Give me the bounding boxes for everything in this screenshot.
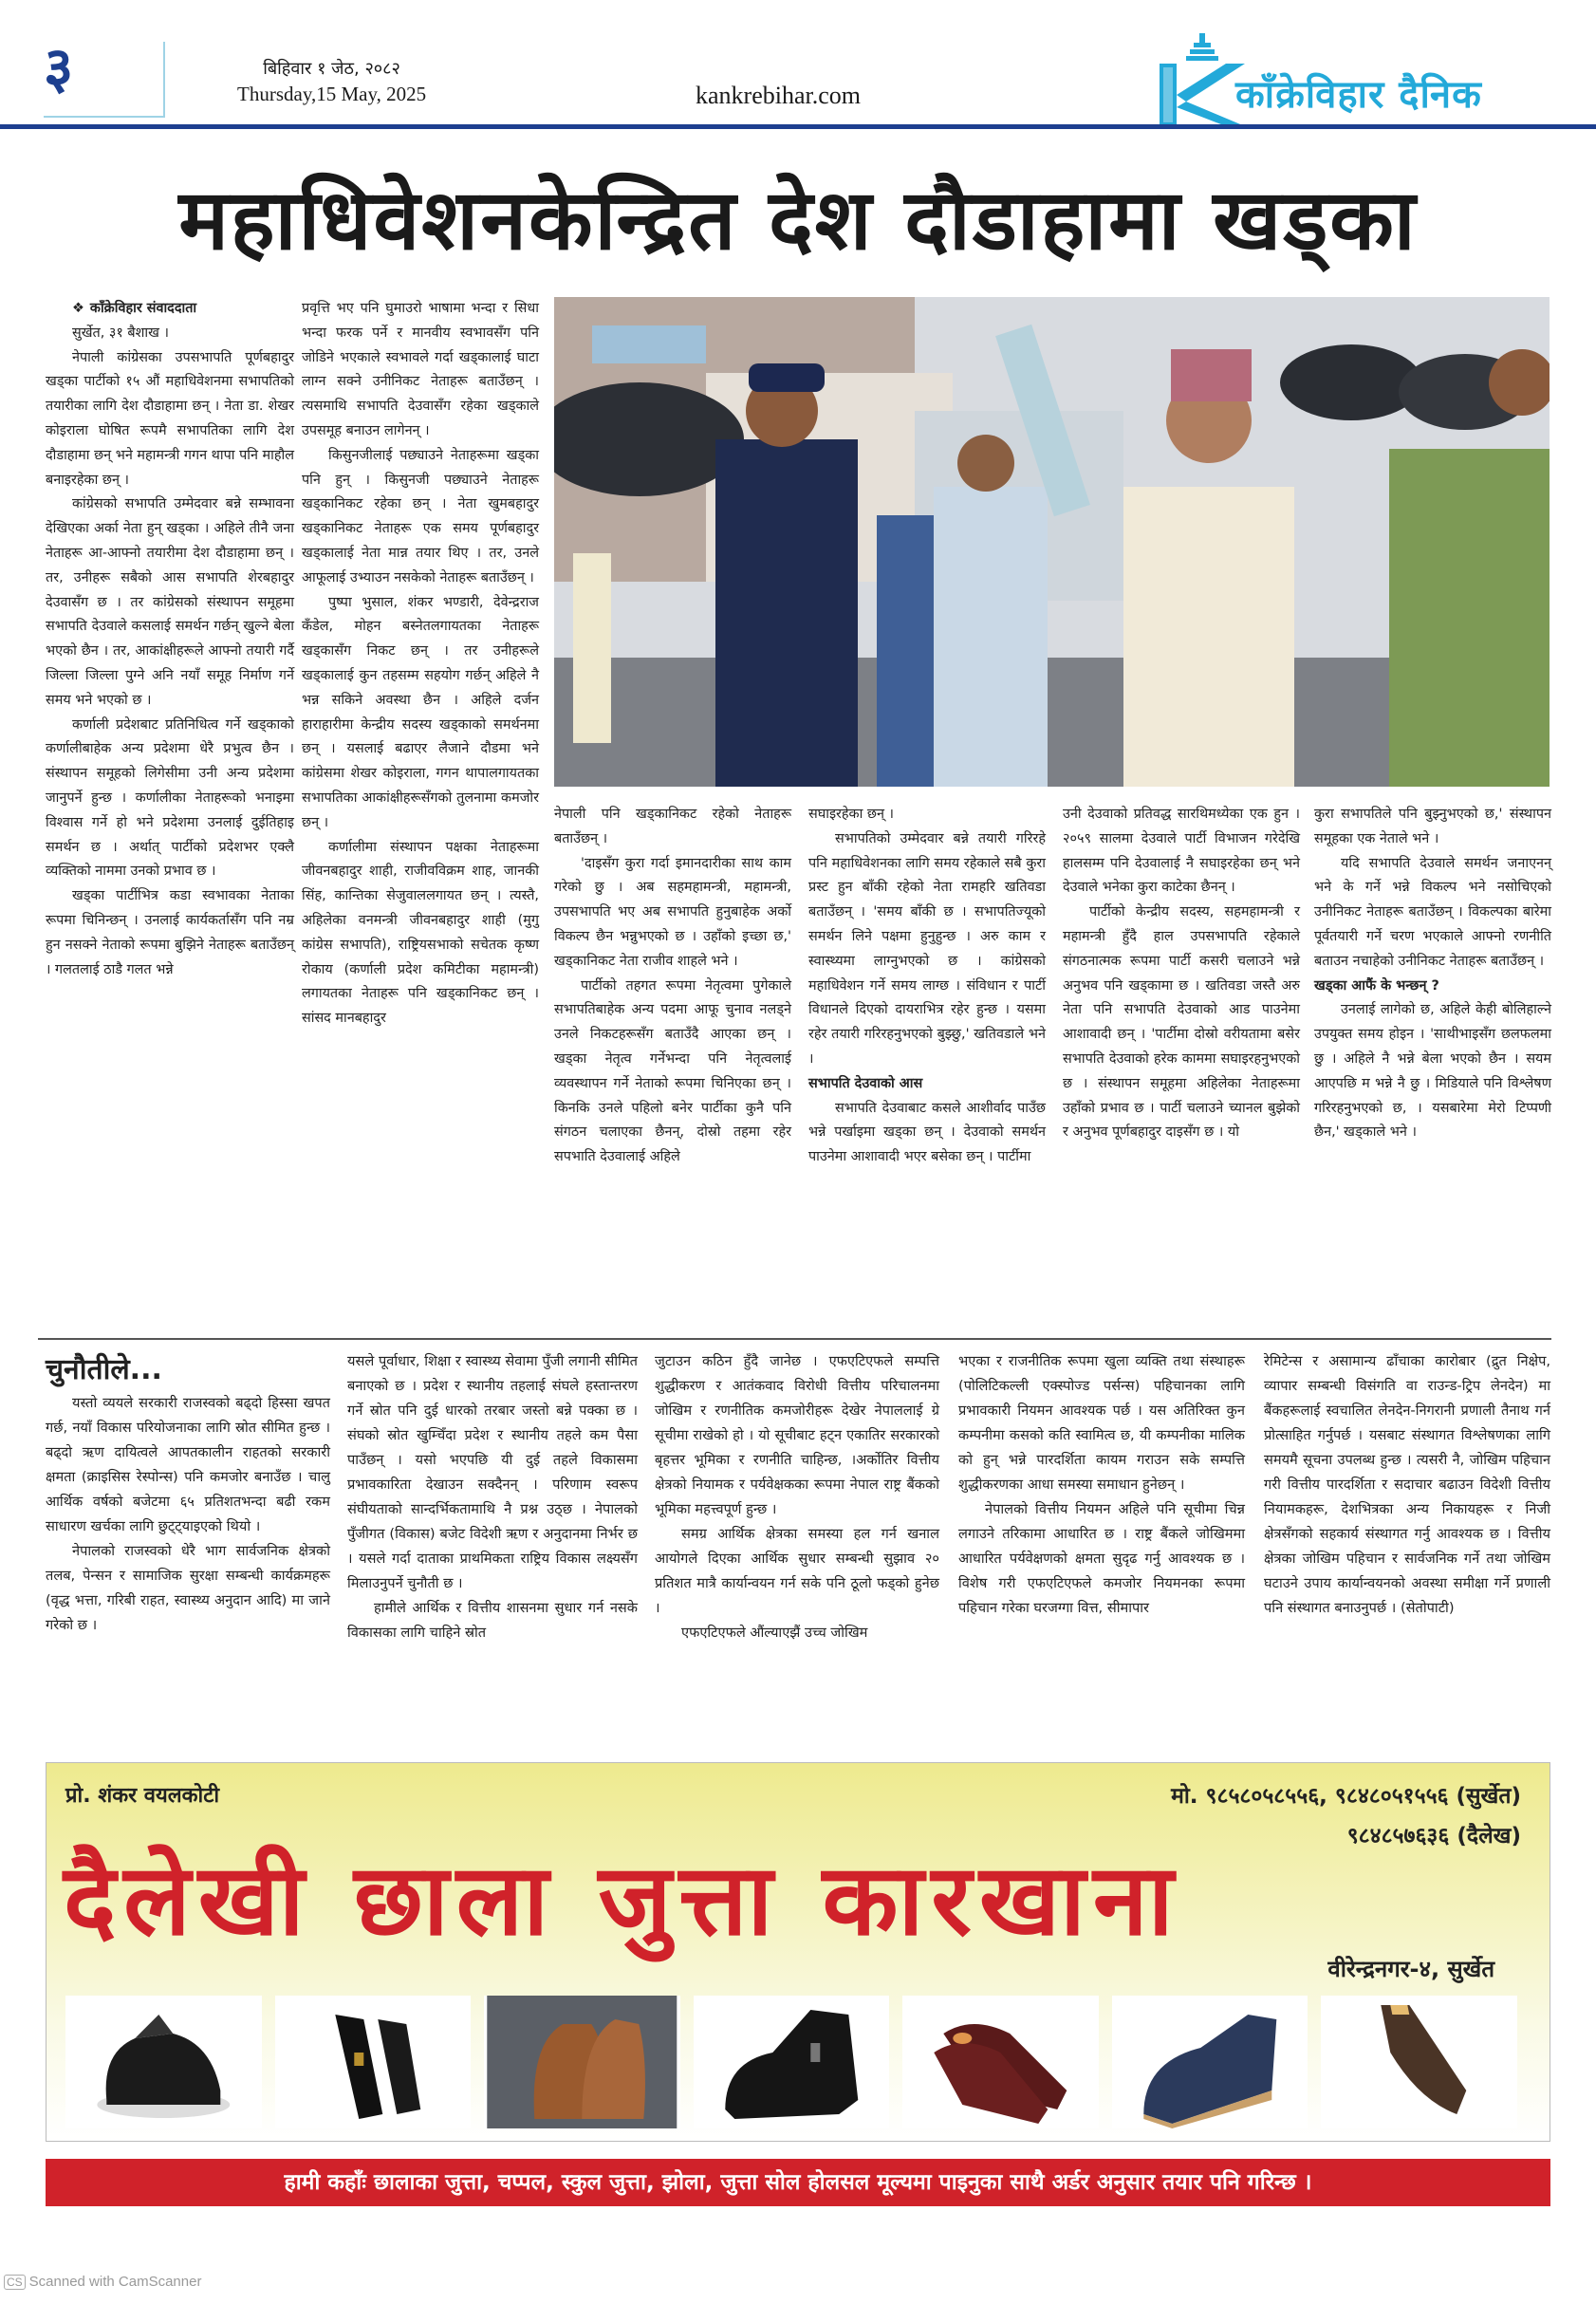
- paragraph: नेपालको राजस्वको धेरै भाग सार्वजनिक क्षेत्रको तलब, पेन्सन र सामाजिक सुरक्षा सम्बन्धी कार्यक्रमहरू (वृद्ध भत्ता, गरिबी राहत, स्वास्थ्य अनुदान आदि) मा जाने गरेको छ ।: [46, 1543, 330, 1633]
- continued-column-1: [46, 1349, 330, 1638]
- paragraph: एफएटिएफले औंल्याएझैं उच्च जोखिम: [681, 1625, 868, 1641]
- dateline: सुर्खेत, ३१ बैशाख ।: [72, 325, 169, 341]
- ad-tagline-banner: हामी कहाँः छालाका जुत्ता, चप्पल, स्कुल जुत्ता, झोला, जुत्ता सोल होलसल मूल्यमा पाइनुका साथै अर्डर अनुसार तयार पनि गरिन्छ ।: [46, 2159, 1550, 2206]
- paragraph: नेपाली पनि खड्कानिकट रहेको नेताहरू बताउँछन् ।: [554, 807, 791, 846]
- section-divider: [38, 1338, 1551, 1340]
- paragraph: नेपाली कांग्रेसका उपसभापति पूर्णबहादुर खड्का पार्टीको १५ औं महाधिवेशनमा सभापतिको तयारीका लागि देश दौडाहामा छन् । नेता डा. शेखर कोइराला घोषित रूपमै सभापतिका लागि देश दौडाहामा छन् भने महामन्त्री गगन थापा पनि माहौल बनाइरहेका छन् ।: [46, 349, 294, 488]
- subheading: खड्का आफैं के भन्छन् ?: [1314, 977, 1439, 994]
- ad-phone-numbers: [1171, 1776, 1521, 1856]
- black-buckle-shoe-icon: [275, 1996, 472, 2128]
- subheading: सभापति देउवाको आस: [808, 1075, 923, 1091]
- newspaper-name: काँक्रेविहार दैनिक: [1235, 73, 1482, 117]
- paragraph: कांग्रेसको सभापति उम्मेदवार बन्ने सम्भावना देखिएका अर्का नेता हुन् खड्का । अहिले तीनै जना नेताहरू आ-आफ्नो तयारीमा देश दौडाहामा छन् । तर, उनीहरू सबैको आस सभापति शेरबहादुर देउवासँग छ । तर कांग्रेसको संस्थापन समूहमा सभापति देउवाले कसलाई समर्थन गर्छन् खुल्ने बेला भएको छैन । तर, आकांक्षीहरूले आफ्नो तयारी गर्दै जिल्ला जिल्ला पुग्ने अनि नयाँ समूह निर्माण गर्ने समय भने भएको छ ।: [46, 496, 294, 708]
- paragraph: कर्णाली प्रदेशबाट प्रतिनिधित्व गर्ने खड्काको कर्णालीबाहेक अन्य प्रदेशमा धेरै प्रभुत्व छैन । संस्थापन समूहको लिगेसीमा उनी अन्य प्रदेशमा जानुपर्ने हुन्छ । कर्णालीका नेताहरूको भनाइमा विश्वास गर्ने हो भने प्रदेशमा उनलाई दुईतिहाइ समर्थन छ । अर्थात् पार्टीको प्रदेशभर एक्लै व्यक्तिको नाममा उनको प्रभाव छ ।: [46, 716, 294, 880]
- paragraph: खड्का पार्टीभित्र कडा स्वभावका नेताका रूपमा चिनिन्छन् । उनलाई कार्यकर्तासँग पनि नम्र हुन नसक्ने नेताको रूपमा बुझिने नेताहरू बताउँछन् । गलतलाई ठाडै गलत भन्ने: [46, 888, 294, 977]
- byline: ❖ काँक्रेविहार संवाददाता: [72, 301, 197, 316]
- paragraph: पार्टीको तहगत रूपमा नेतृत्वमा पुगेकाले सभापतिबाहेक अन्य पदमा आफू चुनाव नलड्ने उनले निकटहरूसँग बताउँदै आएका छन् । खड्का नेतृत्व गर्नेभन्दा पनि नेतृत्वलाई व्यवस्थापन गर्ने नेताको रूपमा चिनिएका छन् । किनकि उनले पहिलो बनेर पार्टीका कुनै पनि संगठन चलाएका छैनन्, दोस्रो तहमा रहेर सपभाति देउवालाई अहिले: [554, 977, 791, 1165]
- article-photo[interactable]: [554, 297, 1550, 787]
- continued-column-3: [655, 1349, 939, 1645]
- date-english: Thursday,15 May, 2025: [237, 83, 427, 105]
- masthead-rule: [0, 124, 1596, 129]
- paragraph: जुटाउन कठिन हुँदै जानेछ । एफएटिएफले सम्पत्ति शुद्धीकरण र आतंकवाद विरोधी वित्तीय परिचालनमा जोखिम र रणनीतिक कमजोरीहरू देखेर नेपाललाई ग्रे सूचीमा राखेको हो । यो सूचीबाट हट्न एकातिर सरकारको बृहत्तर भूमिका र रणनीति चाहिन्छ, ।अर्कोतिर वित्तीय क्षेत्रको नियामक र पर्यवेक्षकका रूपमा नेपाल राष्ट्र बैंकको भूमिका महत्त्वपूर्ण हुन्छ ।: [655, 1353, 939, 1517]
- scanner-text: Scanned with CamScanner: [28, 2274, 202, 2290]
- navy-suede-derby-shoe-icon: [1112, 1996, 1308, 2128]
- shoe-factory-advertisement[interactable]: [46, 1762, 1550, 2142]
- masthead: [0, 0, 1596, 129]
- paragraph: पार्टीको केन्द्रीय सदस्य, सहमहामन्त्री र महामन्त्री हुँदै हाल उपसभापति रहेकाले संगठनात्मक रूपमा पार्टी कसरी चलाउने भन्ने अनुभव पनि खड्कामा छ । खतिवडा जस्तै अरु नेता पनि सभापति देउवाको आड पाउनेमा आशावादी छन् । 'पार्टीमा दोस्रो वरीयतामा बसेर सभापति देउवाको हरेक काममा सघाइरहनुभएको छ । संस्थापन समूहमा अहिलेका नेताहरूमा उहाँको प्रभाव छ । पार्टी चलाउने च्यानल बुझेको र अनुभव पूर्णबहादुर दाइसँग छ । यो: [1063, 904, 1300, 1141]
- article-column-2: [302, 297, 539, 1031]
- shoe-gallery: [65, 1991, 1517, 2128]
- paragraph: सभापति देउवाबाट कसले आशीर्वाद पाउँछ भन्ने पर्खाइमा खड्का छन् । देउवाको समर्थन पाउनेमा आशावादी भएर बसेका छन् । पार्टीमा: [808, 1100, 1046, 1165]
- main-headline: महाधिवेशनकेन्द्रित देश दौडाहामा खड्का: [178, 171, 1418, 269]
- black-derby-shoe-icon: [65, 1996, 262, 2128]
- ad-proprietor: प्रो. शंकर वयलकोटी: [65, 1784, 220, 1808]
- paragraph: सभापतिको उम्मेदवार बन्ने तयारी गरिरहे पनि महाधिवेशनका लागि समय रहेकाले सबै कुरा प्रस्ट हुन बाँकी रहेको नेता रामहरि खतिवडा बताउँछन् । 'समय बाँकी छ । सभापतिज्यूको समर्थन लिने पक्षमा हुनुहुन्छ । अरु काम र स्वास्थ्यमा लाग्नुभएको छ । कांग्रेसको महाधिवेशन गर्ने समय लाग्छ । संविधान र पार्टी विधानले दिएको दायराभित्र रहेर हुन्छ । यसमा रहेर तयारी गरिरहनुभएको बुझ्छु,' खतिवडाले भने ।: [808, 830, 1046, 1067]
- article-column-5: [1063, 803, 1300, 1145]
- paragraph: कर्णालीमा संस्थापन पक्षका नेताहरूमा जीवनबहादुर शाही, राजीवविक्रम शाह, जानकी सिंह, कान्तिका सेजुवाललगायत छन् । त्यस्तै, अहिलेका वनमन्त्री जीवनबहादुर शाही (मुगु कांग्रेस सभापति), राष्ट्रियसभाको सचेतक कृष्ण रोकाय (कर्णाली प्रदेश कमिटीका महामन्त्री) लगायतका नेताहरू पनि खड्कानिकट छन् । सांसद मानबहादुर: [302, 839, 539, 1027]
- continued-column-4: [958, 1349, 1245, 1621]
- rally-photo-image: [554, 297, 1550, 787]
- article-column-1: [46, 297, 294, 982]
- continued-article-title: चुनौतीले...: [46, 1353, 162, 1386]
- paragraph: कुरा सभापतिले पनि बुझ्नुभएको छ,' संस्थापन समूहका एक नेताले भने ।: [1314, 807, 1551, 846]
- paragraph: 'दाइसँग कुरा गर्दा इमानदारीका साथ काम गरेको छु । अब सहमहामन्त्री, महामन्त्री, उपसभापति भए अब सभापति हुनुबाहेक अर्को विकल्प छैन भन्नुभएको छ । उहाँको इच्छा छ,' खड्कानिकट नेता राजीव शाहले भने ।: [554, 855, 791, 969]
- article-column-4: [808, 803, 1046, 1170]
- continued-column-2: [347, 1349, 638, 1645]
- article-column-6: [1314, 803, 1551, 1145]
- black-monk-strap-shoe-icon: [694, 1996, 890, 2128]
- paragraph: यस्तो व्ययले सरकारी राजस्वको बढ्दो हिस्सा खपत गर्छ, नयाँ विकास परियोजनाका लागि स्रोत सीमित हुन्छ । बढ्दो ऋण दायित्वले आपतकालीन राहतको सरकारी क्षमता (क्राइसिस रेस्पोन्स) पनि कमजोर बनाउँछ । चालु आर्थिक वर्षको बजेटमा ६५ प्रतिशतभन्दा बढी रकम साधारण खर्चका लागि छुट्ट्याइएको थियो ।: [46, 1395, 330, 1534]
- brown-lace-up-shoe-icon: [484, 1996, 680, 2128]
- paragraph: रेमिटेन्स र असामान्य ढाँचाका कारोबार (द्रुत निक्षेप, व्यापार सम्बन्धी विसंगति वा राउन्ड-ट्रिप लेनदेन) मा बैंकहरूलाई स्वचालित लेनदेन-निगरानी प्रणाली तैनाथ गर्न प्रोत्साहित गर्नुपर्छ । यसबाट संस्थागत विश्लेषणका लागि समयमै सूचना उपलब्ध हुन्छ । त्यसरी नै, जोखिम पहिचान गरी वित्तीय पारदर्शिता र सदाचार बढाउन विदेशी वित्तीय नियामकहरू, देशभित्रका अन्य निकायहरू र निजी क्षेत्रसँगको सहकार्य संस्थागत गर्नु आवश्यक छ । वित्तीय क्षेत्रका जोखिम पहिचान र सार्वजनिक गर्ने तथा जोखिम घटाउने उपाय कार्यान्वयनको अवस्था समीक्षा गर्ने प्रणाली पनि संस्थागत बनाउनुपर्छ । (सेतोपाटी): [1264, 1353, 1550, 1616]
- burgundy-oxford-shoe-icon: [902, 1996, 1099, 2128]
- website-link[interactable]: kankrebihar.com: [696, 82, 861, 109]
- byline-diamond-icon: ❖: [72, 301, 84, 316]
- ad-phone-line-2: ९८४८५७६३६ (दैलेख): [1346, 1824, 1521, 1849]
- paragraph: प्रवृत्ति भए पनि घुमाउरो भाषामा भन्दा र सिधा भन्दा फरक पर्ने र मानवीय स्वभावसँग पनि जोडिने भएकाले स्वभावले गर्दा खड्कालाई घाटा लाग्न सक्ने उनीनिकट नेताहरू बताउँछन् । त्यसमाथि सभापति देउवासँग रहेका खड्काले उपसमूह बनाउन लागेनन् ।: [302, 301, 539, 438]
- ad-phone-line-1: मो. ९८५८०५८५५६, ९८४८०५१५५६ (सुर्खेत): [1171, 1784, 1521, 1809]
- article-column-3: [554, 803, 791, 1170]
- paragraph: उनी देउवाको प्रतिवद्ध सारथिमध्येका एक हुन । २०५९ सालमा देउवाले पार्टी विभाजन गरेदेखि हालसम्म पनि देउवालाई नै सघाइरहेका छन् भने देउवाले भनेका कुरा काटेका छैनन् ।: [1063, 807, 1300, 896]
- paragraph: यदि सभापति देउवाले समर्थन जनाएनन् भने के गर्ने भन्ने विकल्प भने नसोचिएको उनीनिकट नेताहरू बताउँछन् । विकल्पका बारेमा पूर्वतयारी गर्ने चरण भएकाले आफ्नो रणनीति बताउन नचाहेको उनीनिकट नेताहरू बताउँछन् ।: [1314, 855, 1551, 969]
- ad-address: वीरेन्द्रनगर-४, सुर्खेत: [1327, 1956, 1494, 1982]
- paragraph: हामीले आर्थिक र वित्तीय शासनमा सुधार गर्न नसके विकासका लागि चाहिने स्रोत: [347, 1600, 638, 1641]
- dateline-block: [237, 57, 426, 106]
- paragraph: नेपालको वित्तीय नियमन अहिले पनि सूचीमा चिन्न लगाउने तरिकामा आधारित छ । राष्ट्र बैंकले जोखिममा आधारित पर्यवेक्षणको क्षमता सुदृढ गर्नु आवश्यक छ । विशेष गरी एफएटिएफले कमजोर नियमनका रूपमा पहिचान गरेका घरजग्गा वित्त, सीमापार: [958, 1501, 1245, 1616]
- paragraph: समग्र आर्थिक क्षेत्रका समस्या हल गर्न खनाल आयोगले दिएका आर्थिक सुधार सम्बन्धी सुझाव २० प्रतिशत मात्रै कार्यान्वयन गर्न सके पनि ठूलो फड्को हुनेछ ।: [655, 1526, 939, 1616]
- paragraph: पुष्पा भुसाल, शंकर भण्डारी, देवेन्द्रराज कँडेल, मोहन बस्नेतलगायतका नेताहरू खड्कासँग निकट छन् । तर उनीहरूले खड्कालाई कुन तहसम्म सहयोग गर्छन् अहिले नै भन्न सकिने अवस्था छैन । अहिले दर्जन हाराहारीमा केन्द्रीय सदस्य खड्काको समर्थनमा छन् । यसलाई बढाएर लैजाने दौडमा भने कांग्रेसमा शेखर कोइराला, गगन थापालगायतका सभापतिका आकांक्षीहरूसँगको तुलनामा कमजोर छन् ।: [302, 594, 539, 830]
- paragraph: यसले पूर्वाधार, शिक्षा र स्वास्थ्य सेवामा पुँजी लगानी सीमित बनाएको छ । प्रदेश र स्थानीय तहलाई संघले हस्तान्तरण गर्ने स्रोत पनि दुई धारको तरबार जस्तो बन्ने पक्का छ । संघको स्रोत खुम्चिँदा प्रदेश र स्थानीय तहले कम पैसा पाउँछन् । यसो भएपछि यी दुई तहले विकासमा प्रभावकारिता देखाउन सक्दैनन् । परिणाम स्वरूप संघीयताको सान्दर्भिकतामाथि नै प्रश्न उठ्छ । नेपालको पुँजीगत (विकास) बजेट विदेशी ऋण र अनुदानमा निर्भर छ । यसले गर्दा दाताका प्राथमिकता राष्ट्रिय विकास लक्ष्यसँग मिलाउनुपर्ने चुनौती छ ।: [347, 1353, 638, 1591]
- paragraph: भएका र राजनीतिक रूपमा खुला व्यक्ति तथा संस्थाहरू (पोलिटिकल्ली एक्स्पोज्ड पर्सन्स) पहिचानका लागि प्रभावकारी नियमन आवश्यक पर्छ । यस अतिरिक्त कुन कम्पनीमा कसको कति स्वामित्व छ, यी कम्पनीका मालिक को हुन् भन्ने पारदर्शिता कायम गराउन सके सम्पत्ति शुद्धीकरणका आधा समस्या समाधान हुनेछन् ।: [958, 1353, 1245, 1493]
- camscanner-icon: CS: [4, 2275, 26, 2290]
- paragraph: उनलाई लागेको छ, अहिले केही बोलिहाल्ने उपयुक्त समय होइन । 'साथीभाइसँग छलफलमा छु । अहिले नै भन्ने बेला भएको छैन । सयम आएपछि म भन्ने नै छु । मिडियाले पनि विश्लेषण गरिरहनुभएको छ, । यसबारेमा मेरो टिप्पणी छैन,' खड्काले भने ।: [1314, 1002, 1551, 1141]
- paragraph: किसुनजीलाई पछ्याउने नेताहरूमा खड्का पनि हुन् । किसुनजी पछ्याउने नेताहरू खड्कानिकट रहेका छन् । नेता खुमबहादुर खड्कानिकट नेताहरू एक समय पूर्णबहादुर खड्कालाई नेता मान्न तयार थिए । तर, उनले आफूलाई उभ्याउन नसकेको नेताहरू बताउँछन् ।: [302, 447, 539, 585]
- brown-brogue-shoe-icon: [1321, 1996, 1517, 2128]
- paragraph: सघाइरहेका छन् ।: [808, 807, 895, 822]
- ad-title: दैलेखी छाला जुत्ता कारखाना: [64, 1842, 1181, 1958]
- continued-column-5: [1264, 1349, 1550, 1621]
- scanner-watermark: [4, 2274, 201, 2290]
- date-nepali: बिहिवार १ जेठ, २०८२: [263, 59, 400, 79]
- page-number: ३: [44, 35, 74, 102]
